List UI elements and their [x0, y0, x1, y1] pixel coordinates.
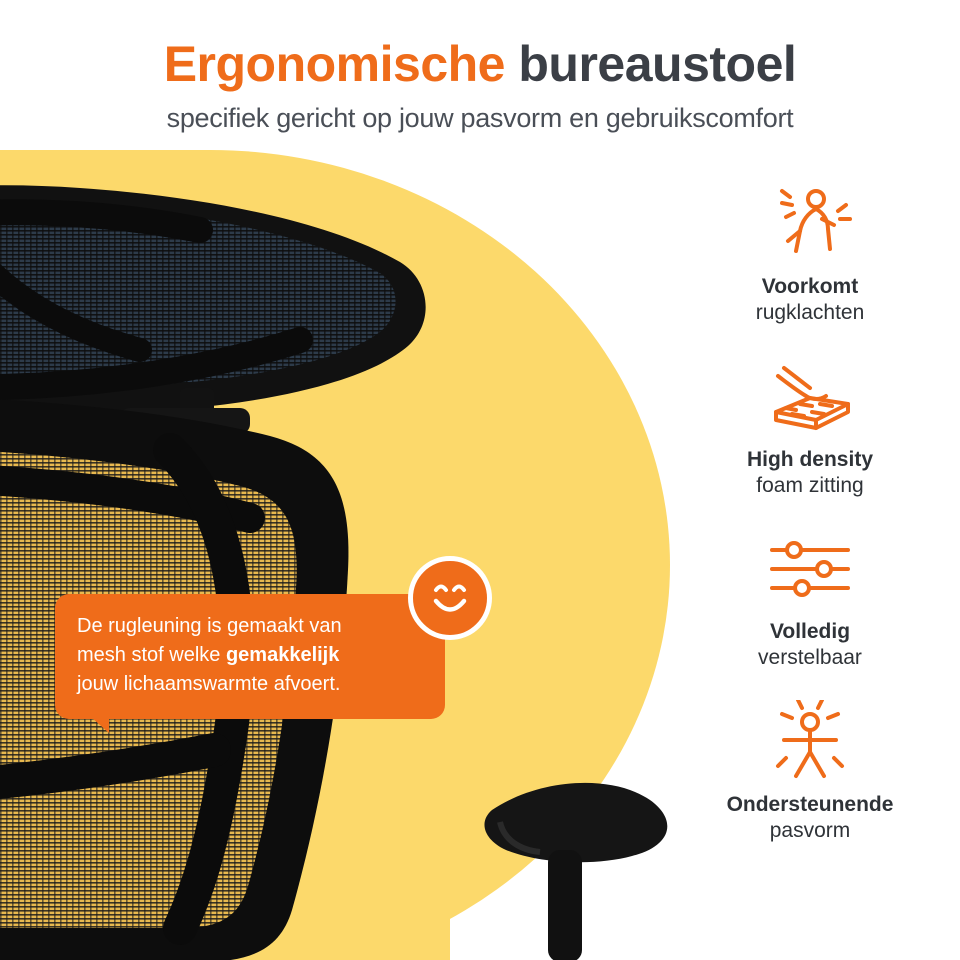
- smiling-face-glyph: [424, 572, 476, 624]
- page-title-rest: bureaustoel: [518, 36, 797, 92]
- callout-line-2-bold: gemakkelijk: [225, 644, 340, 666]
- foam-cushion-hand-glyph: [762, 358, 858, 436]
- sliders-adjust-glyph: [764, 536, 856, 602]
- chair-armrest: [484, 783, 667, 960]
- feature-item-voorkomt-rugklachten: [660, 178, 960, 327]
- feature-item-volledig-verstelbaar: [660, 523, 960, 672]
- chair-headrest: [0, 185, 426, 413]
- feature-subtitle: rugklachten: [755, 301, 865, 325]
- supportive-posture-person-icon: [660, 696, 960, 788]
- feature-list: [660, 178, 960, 868]
- chair-illustration: [0, 150, 700, 960]
- feature-subtitle: pasvorm: [769, 818, 851, 842]
- feature-item-high-density-foam: [660, 351, 960, 500]
- callout-line-1: De rugleuning is gemaakt van: [77, 615, 342, 637]
- back-pain-person-glyph: [764, 183, 856, 265]
- back-pain-person-icon: [660, 178, 960, 270]
- callout-line-2: [77, 641, 423, 670]
- page-title: [0, 0, 960, 91]
- callout-bubble: [55, 594, 445, 719]
- feature-subtitle: verstelbaar: [758, 646, 862, 670]
- feature-title: Voorkomt: [761, 275, 859, 298]
- supportive-posture-person-glyph: [764, 700, 856, 784]
- page-title-highlight: Ergonomische: [163, 36, 505, 92]
- foam-cushion-hand-icon: [660, 351, 960, 443]
- feature-subtitle: foam zitting: [756, 473, 864, 497]
- feature-title: High density: [746, 447, 873, 471]
- header: [0, 0, 960, 170]
- feature-title: Volledig: [769, 620, 851, 643]
- page-subtitle: specifiek gericht op jouw pasvorm en gebruikscomfort: [166, 102, 794, 133]
- feature-label: [660, 447, 960, 500]
- feature-label: [660, 619, 960, 672]
- feature-title: Ondersteunende: [726, 792, 894, 816]
- feature-label: [660, 274, 960, 327]
- feature-item-ondersteunende-pasvorm: [660, 696, 960, 845]
- product-image: [0, 150, 700, 960]
- smiling-face-icon: [408, 556, 492, 640]
- callout-line-3: jouw lichaamswarmte afvoert.: [77, 673, 341, 695]
- feature-label: [660, 792, 960, 845]
- callout-line-2-text: mesh stof welke: [77, 644, 226, 666]
- sliders-adjust-icon: [660, 523, 960, 615]
